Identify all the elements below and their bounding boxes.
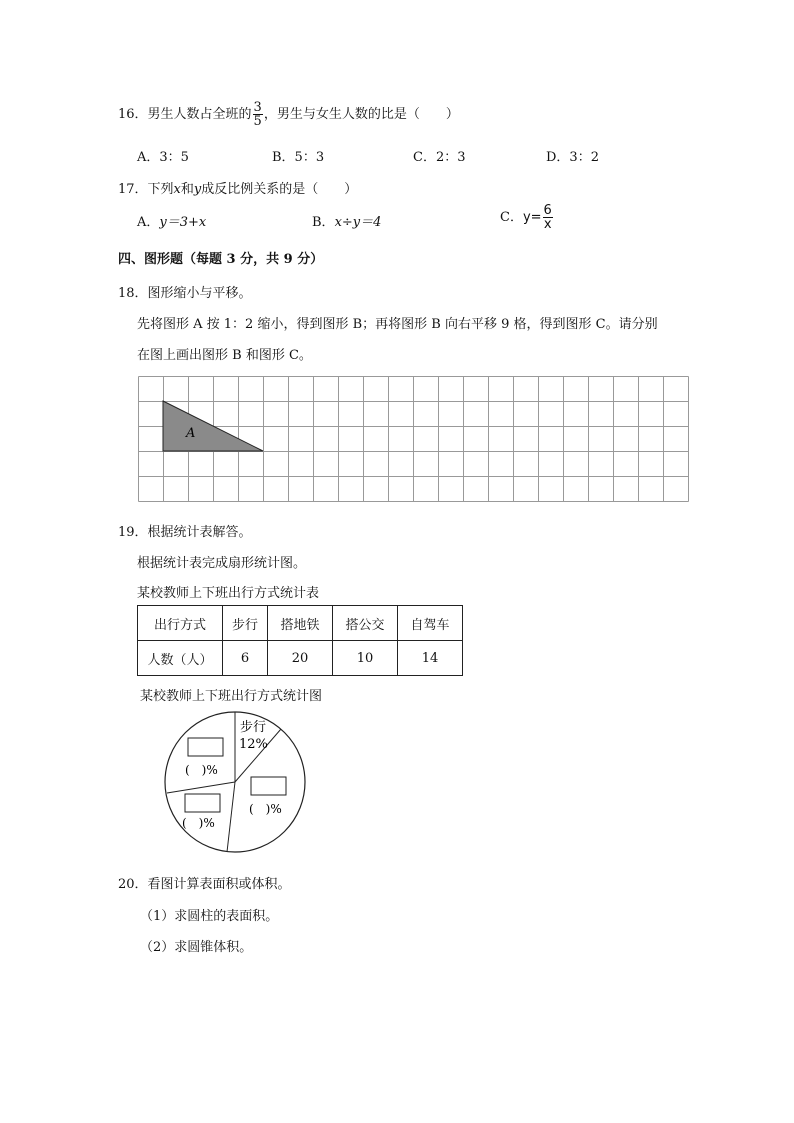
pie-blank-box-right[interactable] [251,777,286,795]
q17-option-c-label: C． [500,210,523,225]
table-cell: 6 [223,641,268,676]
q16-option-b[interactable]: B．5：3 [272,150,325,165]
table-header-cell: 搭公交 [333,606,398,641]
section-4-heading: 四、图形题（每题 3 分，共 9 分） [118,252,324,267]
pie-divider [227,782,235,852]
q19-pie-title: 某校教师上下班出行方式统计图 [140,689,323,704]
q17-var-x: x [173,182,181,197]
table-cell: 14 [398,641,463,676]
pie-blank-box-upper-left[interactable] [188,738,223,756]
q19-stat-table [137,605,463,676]
q16-prefix: 16．男生人数占全班的 [118,107,252,122]
q19-table-title: 某校教师上下班出行方式统计表 [137,586,320,601]
table-cell: 10 [333,641,398,676]
q17-option-a-label: A． [137,215,160,230]
q18-shape-a-label: A [186,426,196,441]
pie-blank-box-lower-left[interactable] [185,794,220,812]
q17-option-c-lhs: y= [522,210,542,225]
q17-text-b: 和 [180,182,194,197]
q17-option-a[interactable] [137,211,206,230]
q19-pie-chart[interactable] [160,707,312,857]
table-header-cell: 出行方式 [138,606,223,641]
table-row [138,641,463,676]
q17-var-y: y [193,182,202,197]
pie-blank-percent-right[interactable]: ( )% [249,802,282,816]
q16-fraction [253,101,263,128]
table-header-cell: 步行 [223,606,268,641]
q17-text-c: 成反比例关系的是（ ） [201,182,358,197]
q19-instruction: 根据统计表完成扇形统计图。 [137,556,307,571]
q18-grid[interactable] [138,376,689,503]
table-cell: 20 [268,641,333,676]
q17-option-c-den: x [543,217,552,232]
q16-stem [118,101,459,128]
pie-walk-label: 步行 [240,720,267,735]
q20-sub2: （2）求圆锥体积。 [140,940,253,955]
q16-option-a[interactable]: A．3：5 [137,150,189,165]
q17-option-a-expr: y＝3+x [159,215,207,230]
q17-text-a: 17．下列 [118,182,174,197]
table-header-cell: 自驾车 [398,606,463,641]
q20-title: 20．看图计算表面积或体积。 [118,877,291,892]
q16-option-c[interactable]: C．2：3 [413,150,466,165]
q16-suffix: ，男生与女生人数的比是（ ） [263,107,459,122]
table-row-label: 人数（人） [138,641,223,676]
pie-blank-percent-lower-left[interactable]: ( )% [182,816,215,830]
q16-option-d[interactable]: D．3：2 [546,150,599,165]
q17-option-c[interactable] [500,204,554,231]
q17-option-c-fraction [543,204,553,231]
table-row [138,606,463,641]
q18-line2: 在图上画出图形 B 和图形 C。 [137,348,312,363]
pie-blank-percent-upper-left[interactable]: ( )% [185,763,218,777]
q16-frac-den: 5 [253,114,262,129]
q17-stem [118,178,357,197]
q20-sub1: （1）求圆柱的表面积。 [140,909,279,924]
table-header-cell: 搭地铁 [268,606,333,641]
q17-option-c-num: 6 [543,203,552,218]
q19-title: 19．根据统计表解答。 [118,525,252,540]
pie-divider [167,782,235,793]
pie-walk-percent: 12% [239,737,268,752]
q17-option-b-expr: x÷y＝4 [334,215,382,230]
q17-option-b-label: B． [312,215,335,230]
q18-line1: 先将图形 A 按 1：2 缩小，得到图形 B；再将图形 B 向右平移 9 格，得到图形 C。请分别 [137,317,658,332]
q18-title: 18．图形缩小与平移。 [118,286,252,301]
q16-frac-num: 3 [253,100,262,115]
q17-option-b[interactable] [312,211,381,230]
